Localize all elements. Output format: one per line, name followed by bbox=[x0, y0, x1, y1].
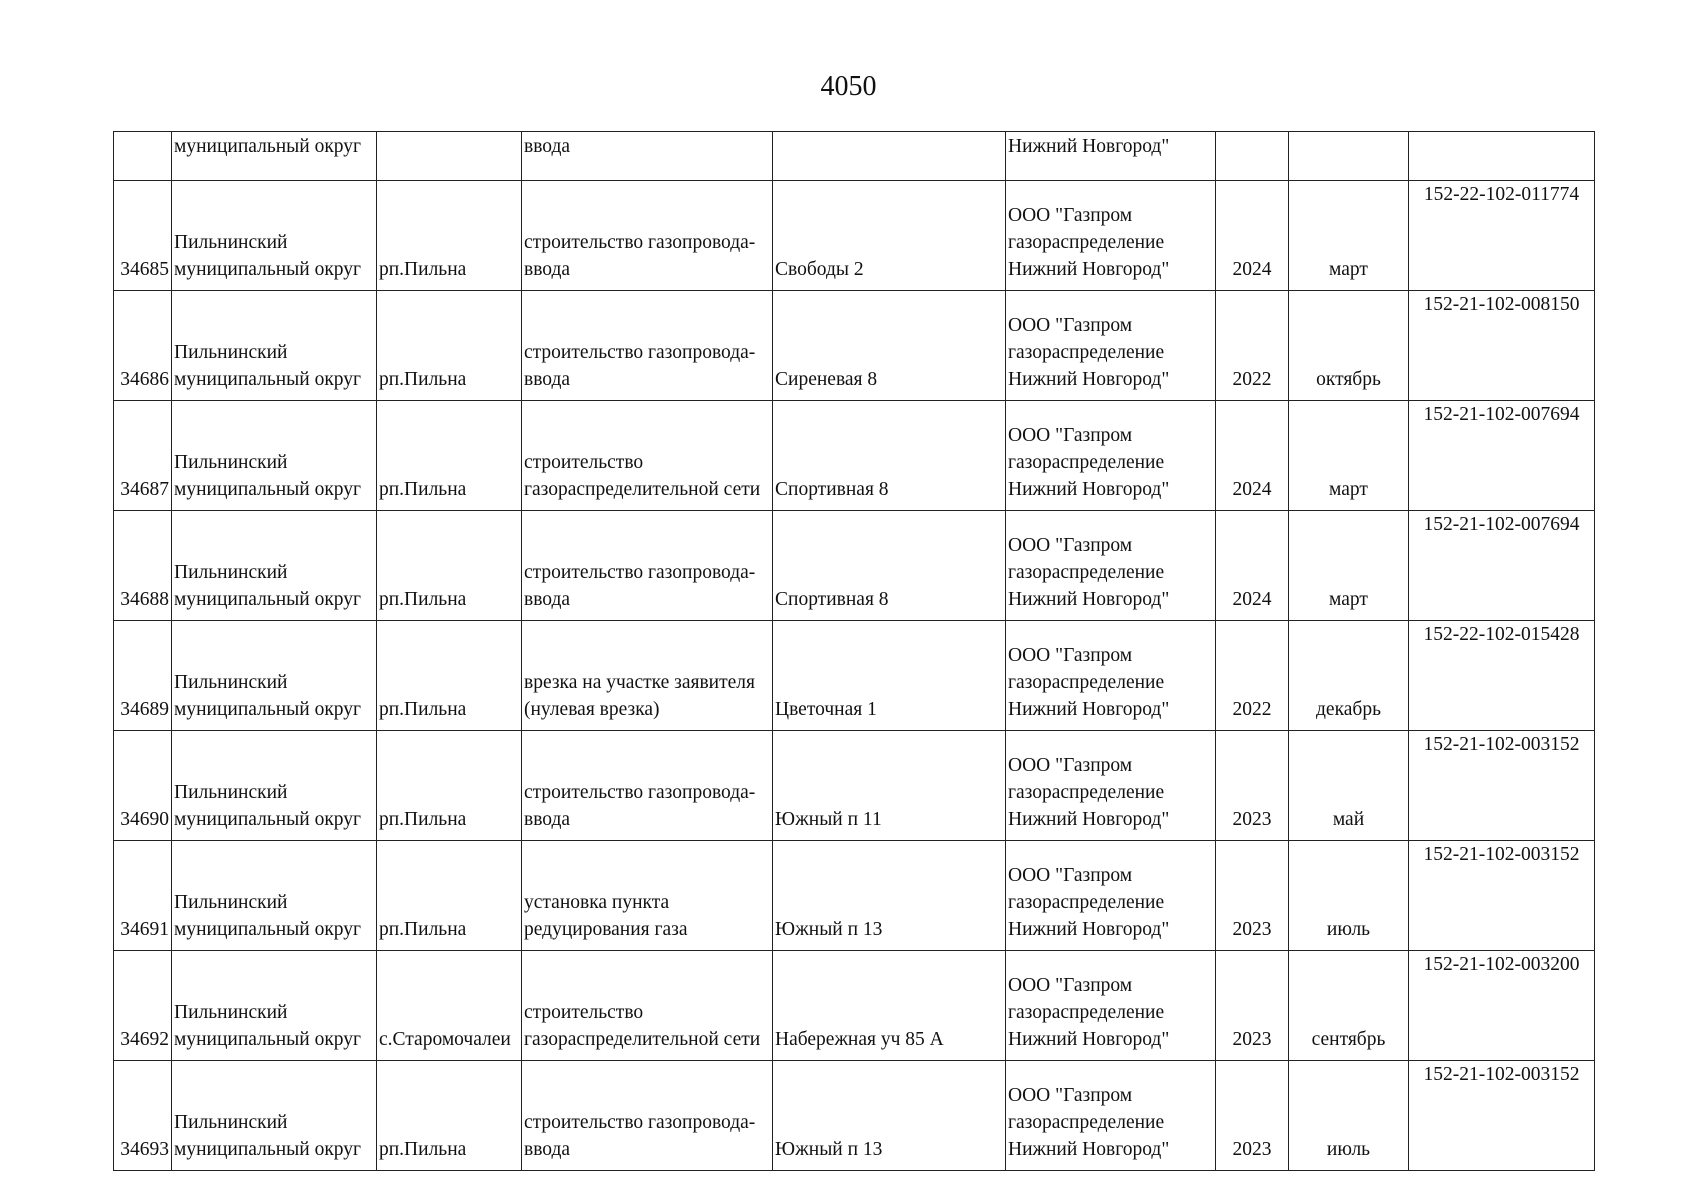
work-type-cell bbox=[522, 841, 773, 951]
work-type-line-2: (нулевая врезка) bbox=[524, 699, 660, 720]
row-number-cell: 34688 bbox=[114, 511, 172, 621]
year-cell: 2022 bbox=[1216, 621, 1289, 731]
month-cell: март bbox=[1289, 511, 1409, 621]
work-type-cell bbox=[522, 731, 773, 841]
district-cell bbox=[172, 951, 377, 1061]
row-number-cell: 34690 bbox=[114, 731, 172, 841]
organization-cell bbox=[1006, 401, 1216, 511]
year-cell: 2024 bbox=[1216, 401, 1289, 511]
district-cell bbox=[172, 731, 377, 841]
month-cell: июль bbox=[1289, 841, 1409, 951]
address-cell bbox=[773, 132, 1006, 181]
month-cell: сентябрь bbox=[1289, 951, 1409, 1061]
organization-line-2: газораспределение bbox=[1008, 672, 1165, 693]
row-number-cell: 34685 bbox=[114, 181, 172, 291]
work-type-line-2: ввода bbox=[524, 809, 571, 830]
district-line-1: Пильнинский bbox=[174, 342, 288, 363]
code-cell: 152-21-102-003152 bbox=[1409, 731, 1595, 841]
table-row bbox=[114, 731, 1595, 841]
code-cell: 152-21-102-007694 bbox=[1409, 401, 1595, 511]
district-line-2: муниципальный округ bbox=[174, 809, 362, 830]
work-type-line-1: строительство газопровода- bbox=[524, 232, 756, 253]
year-cell: 2023 bbox=[1216, 1061, 1289, 1171]
organization-line-3: Нижний Новгород" bbox=[1008, 259, 1170, 280]
work-type-cell bbox=[522, 181, 773, 291]
gasification-registry-table bbox=[113, 131, 1595, 1171]
code-cell: 152-21-102-003152 bbox=[1409, 1061, 1595, 1171]
organization-line-1: ООО "Газпром bbox=[1008, 975, 1133, 996]
work-type-line-1: врезка на участке заявителя bbox=[524, 672, 755, 693]
row-number-cell: 34686 bbox=[114, 291, 172, 401]
table-body bbox=[114, 132, 1595, 1171]
organization-line-3: Нижний Новгород" bbox=[1008, 809, 1170, 830]
work-type-line: ввода bbox=[524, 136, 571, 157]
work-type-line-1: строительство газопровода- bbox=[524, 1112, 756, 1133]
month-cell: март bbox=[1289, 181, 1409, 291]
organization-line-2: газораспределение bbox=[1008, 892, 1165, 913]
organization-line-3: Нижний Новгород" bbox=[1008, 919, 1170, 940]
year-cell: 2024 bbox=[1216, 181, 1289, 291]
table-row bbox=[114, 181, 1595, 291]
row-number-cell: 34693 bbox=[114, 1061, 172, 1171]
organization-cell bbox=[1006, 291, 1216, 401]
organization-cell bbox=[1006, 731, 1216, 841]
table-row-continued bbox=[114, 132, 1595, 181]
district-line-1: Пильнинский bbox=[174, 892, 288, 913]
settlement-cell bbox=[377, 132, 522, 181]
year-cell: 2023 bbox=[1216, 731, 1289, 841]
settlement-cell: рп.Пильна bbox=[377, 731, 522, 841]
table-row bbox=[114, 951, 1595, 1061]
address-cell: Южный п 13 bbox=[773, 841, 1006, 951]
settlement-cell: рп.Пильна bbox=[377, 181, 522, 291]
year-cell: 2022 bbox=[1216, 291, 1289, 401]
district-line-1: Пильнинский bbox=[174, 562, 288, 583]
work-type-line-1: строительство газопровода- bbox=[524, 782, 756, 803]
code-cell: 152-21-102-003152 bbox=[1409, 841, 1595, 951]
organization-line: Нижний Новгород" bbox=[1008, 136, 1170, 157]
district-line-2: муниципальный округ bbox=[174, 1139, 362, 1160]
year-cell: 2023 bbox=[1216, 951, 1289, 1061]
district-line-1: Пильнинский bbox=[174, 232, 288, 253]
organization-line-2: газораспределение bbox=[1008, 562, 1165, 583]
settlement-cell: рп.Пильна bbox=[377, 291, 522, 401]
organization-line-1: ООО "Газпром bbox=[1008, 1085, 1133, 1106]
organization-line-1: ООО "Газпром bbox=[1008, 645, 1133, 666]
organization-line-3: Нижний Новгород" bbox=[1008, 369, 1170, 390]
month-cell: октябрь bbox=[1289, 291, 1409, 401]
work-type-cell bbox=[522, 951, 773, 1061]
year-cell: 2024 bbox=[1216, 511, 1289, 621]
table-row bbox=[114, 841, 1595, 951]
district-line-1: Пильнинский bbox=[174, 452, 288, 473]
work-type-line-2: ввода bbox=[524, 259, 571, 280]
organization-line-2: газораспределение bbox=[1008, 782, 1165, 803]
row-number-cell: 34691 bbox=[114, 841, 172, 951]
district-line-2: муниципальный округ bbox=[174, 589, 362, 610]
work-type-line-2: редуцирования газа bbox=[524, 919, 688, 940]
row-number-cell bbox=[114, 132, 172, 181]
work-type-line-2: ввода bbox=[524, 1139, 571, 1160]
organization-line-2: газораспределение bbox=[1008, 342, 1165, 363]
work-type-line-1: строительство bbox=[524, 452, 644, 473]
month-cell: декабрь bbox=[1289, 621, 1409, 731]
district-line-1: Пильнинский bbox=[174, 672, 288, 693]
organization-cell bbox=[1006, 1061, 1216, 1171]
district-line-1: Пильнинский bbox=[174, 1002, 288, 1023]
organization-cell bbox=[1006, 132, 1216, 181]
district-line-2: муниципальный округ bbox=[174, 369, 362, 390]
district-cell bbox=[172, 841, 377, 951]
organization-line-2: газораспределение bbox=[1008, 1112, 1165, 1133]
work-type-line-2: газораспределительной сети bbox=[524, 1029, 761, 1050]
district-line-2: муниципальный округ bbox=[174, 1029, 362, 1050]
organization-line-1: ООО "Газпром bbox=[1008, 315, 1133, 336]
address-cell: Свободы 2 bbox=[773, 181, 1006, 291]
district-line-1: Пильнинский bbox=[174, 782, 288, 803]
settlement-cell: рп.Пильна bbox=[377, 621, 522, 731]
table-row bbox=[114, 401, 1595, 511]
district-cell bbox=[172, 511, 377, 621]
code-cell: 152-21-102-008150 bbox=[1409, 291, 1595, 401]
district-cell bbox=[172, 181, 377, 291]
district-line-2: муниципальный округ bbox=[174, 259, 362, 280]
settlement-cell: рп.Пильна bbox=[377, 401, 522, 511]
code-cell: 152-21-102-003200 bbox=[1409, 951, 1595, 1061]
month-cell: март bbox=[1289, 401, 1409, 511]
settlement-cell: рп.Пильна bbox=[377, 511, 522, 621]
work-type-line-2: газораспределительной сети bbox=[524, 479, 761, 500]
page-number: 4050 bbox=[820, 71, 877, 102]
address-cell: Цветочная 1 bbox=[773, 621, 1006, 731]
address-cell: Южный п 11 bbox=[773, 731, 1006, 841]
table-row bbox=[114, 1061, 1595, 1171]
organization-line-1: ООО "Газпром bbox=[1008, 755, 1133, 776]
organization-line-2: газораспределение bbox=[1008, 1002, 1165, 1023]
month-cell: июль bbox=[1289, 1061, 1409, 1171]
settlement-cell: рп.Пильна bbox=[377, 1061, 522, 1171]
settlement-cell: рп.Пильна bbox=[377, 841, 522, 951]
organization-line-3: Нижний Новгород" bbox=[1008, 699, 1170, 720]
work-type-cell bbox=[522, 1061, 773, 1171]
organization-line-3: Нижний Новгород" bbox=[1008, 589, 1170, 610]
district-line-2: муниципальный округ bbox=[174, 699, 362, 720]
row-number-cell: 34687 bbox=[114, 401, 172, 511]
month-cell bbox=[1289, 132, 1409, 181]
code-cell: 152-22-102-015428 bbox=[1409, 621, 1595, 731]
address-cell: Сиреневая 8 bbox=[773, 291, 1006, 401]
code-cell: 152-21-102-007694 bbox=[1409, 511, 1595, 621]
month-cell: май bbox=[1289, 731, 1409, 841]
settlement-cell: с.Старомочалеи bbox=[377, 951, 522, 1061]
organization-line-3: Нижний Новгород" bbox=[1008, 1139, 1170, 1160]
district-line: муниципальный округ bbox=[174, 136, 362, 157]
organization-cell bbox=[1006, 951, 1216, 1061]
work-type-cell bbox=[522, 132, 773, 181]
table-row bbox=[114, 621, 1595, 731]
table-row bbox=[114, 291, 1595, 401]
work-type-line-2: ввода bbox=[524, 589, 571, 610]
organization-cell bbox=[1006, 621, 1216, 731]
organization-line-3: Нижний Новгород" bbox=[1008, 1029, 1170, 1050]
district-cell bbox=[172, 1061, 377, 1171]
row-number-cell: 34692 bbox=[114, 951, 172, 1061]
organization-line-1: ООО "Газпром bbox=[1008, 865, 1133, 886]
address-cell: Южный п 13 bbox=[773, 1061, 1006, 1171]
address-cell: Спортивная 8 bbox=[773, 401, 1006, 511]
organization-cell bbox=[1006, 181, 1216, 291]
work-type-line-2: ввода bbox=[524, 369, 571, 390]
year-cell: 2023 bbox=[1216, 841, 1289, 951]
work-type-line-1: строительство bbox=[524, 1002, 644, 1023]
district-cell bbox=[172, 132, 377, 181]
organization-line-1: ООО "Газпром bbox=[1008, 535, 1133, 556]
work-type-line-1: строительство газопровода- bbox=[524, 342, 756, 363]
organization-line-2: газораспределение bbox=[1008, 232, 1165, 253]
code-cell: 152-22-102-011774 bbox=[1409, 181, 1595, 291]
code-cell bbox=[1409, 132, 1595, 181]
district-line-2: муниципальный округ bbox=[174, 479, 362, 500]
organization-line-1: ООО "Газпром bbox=[1008, 205, 1133, 226]
district-line-1: Пильнинский bbox=[174, 1112, 288, 1133]
organization-line-1: ООО "Газпром bbox=[1008, 425, 1133, 446]
work-type-line-1: установка пункта bbox=[524, 892, 670, 913]
table-row bbox=[114, 511, 1595, 621]
district-cell bbox=[172, 401, 377, 511]
work-type-cell bbox=[522, 511, 773, 621]
work-type-cell bbox=[522, 291, 773, 401]
district-cell bbox=[172, 291, 377, 401]
work-type-line-1: строительство газопровода- bbox=[524, 562, 756, 583]
work-type-cell bbox=[522, 401, 773, 511]
organization-line-3: Нижний Новгород" bbox=[1008, 479, 1170, 500]
year-cell bbox=[1216, 132, 1289, 181]
address-cell: Спортивная 8 bbox=[773, 511, 1006, 621]
work-type-cell bbox=[522, 621, 773, 731]
organization-cell bbox=[1006, 511, 1216, 621]
organization-cell bbox=[1006, 841, 1216, 951]
district-cell bbox=[172, 621, 377, 731]
address-cell: Набережная уч 85 А bbox=[773, 951, 1006, 1061]
row-number-cell: 34689 bbox=[114, 621, 172, 731]
district-line-2: муниципальный округ bbox=[174, 919, 362, 940]
organization-line-2: газораспределение bbox=[1008, 452, 1165, 473]
